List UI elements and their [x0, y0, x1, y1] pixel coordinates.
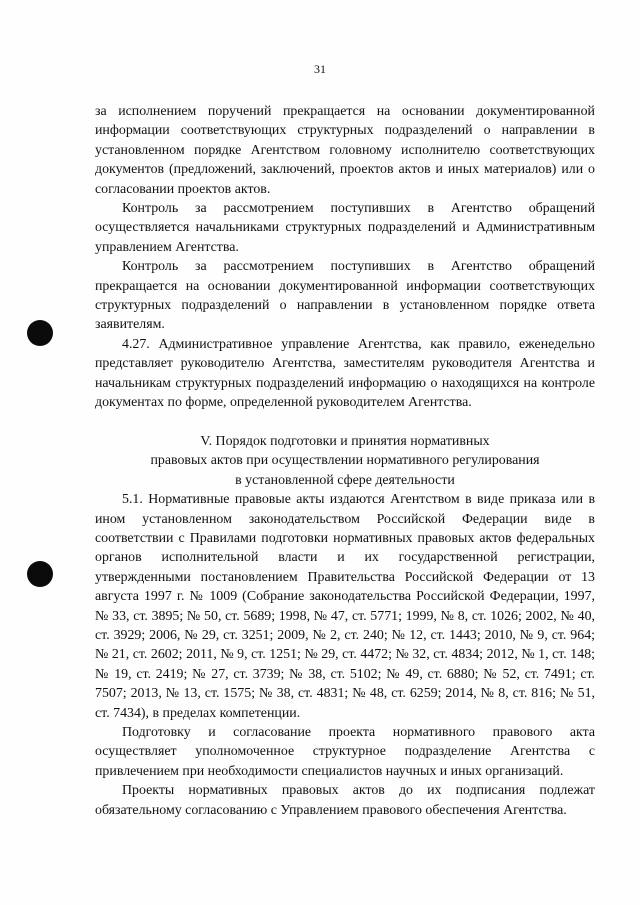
page-number: 31	[314, 62, 326, 76]
document-body	[95, 102, 595, 820]
paragraph-appeals-termination: Контроль за рассмотрением поступивших в Агентство обращений прекращается на основании документированной информации соответствующих структурных подразделений о направлении в установленном порядке ответа заявителям.	[95, 259, 595, 333]
punch-hole-top	[27, 320, 53, 346]
paragraph-control-termination: за исполнением поручений прекращается на основании документированной информации соответствующих структурных подразделений о направлении в установленном порядке Агентством головному исполнителю соответствующих документов (предложений, заключений, проектов актов и иных материалов) или о согласовании проектов актов.	[95, 104, 595, 197]
section-heading	[95, 432, 595, 490]
section-heading-line-3: в установленной сфере деятельности	[235, 472, 455, 488]
section-heading-line-1: V. Порядок подготовки и принятия нормативных	[200, 433, 490, 449]
section-heading-line-2: правовых актов при осуществлении нормативного регулирования	[150, 453, 540, 469]
paragraph-preparation: Подготовку и согласование проекта нормативного правового акта осуществляет уполномоченное структурное подразделение Агентства с привлечением при необходимости специалистов научных и иных организаций.	[95, 724, 595, 779]
paragraph-4-27: 4.27. Административное управление Агентства, как правило, еженедельно представляет руководителю Агентства, заместителям руководителя Агентства и начальникам структурных подразделений информацию о находящихся на контроле документах по форме, определенной руководителем Агентства.	[95, 336, 595, 411]
paragraph-5-1: 5.1. Нормативные правовые акты издаются Агентством в виде приказа или в ином установленном законодательством Российской Федерации виде в соответствии с Правилами подготовки нормативных правовых актов федеральных органов исполнительной власти и их государственной регистрации, утвержденными постановлением Правительства Российской Федерации от 13 августа 1997 г. № 1009 (Собрание законодательства Российской Федерации, 1997, № 33, ст. 3895; № 50, ст. 5689; 1998, № 47, ст. 5771; 1999, № 8, ст. 1026; 2002, № 40, ст. 3929; 2006, № 29, ст. 3251; 2009, № 2, ст. 240; № 12, ст. 1443; 2010, № 9, ст. 964; № 21, ст. 2602; 2011, № 9, ст. 1251; № 29, ст. 4472; № 32, ст. 4834; 2012, № 1, ст. 148; № 19, ст. 2419; № 27, ст. 3739; № 38, ст. 5102; № 49, ст. 6880; № 52, ст. 7491; ст. 7507; 2013, № 13, ст. 1575; № 38, ст. 4831; № 48, ст. 6259; 2014, № 8, ст. 816; № 51, ст. 7434), в пределах компетенции.	[95, 492, 595, 721]
punch-hole-bottom	[27, 561, 53, 587]
paragraph-appeals-control: Контроль за рассмотрением поступивших в Агентство обращений осуществляется начальниками структурных подразделений и Административным управлением Агентства.	[95, 201, 595, 255]
paragraph-approval: Проекты нормативных правовых актов до их подписания подлежат обязательному согласованию с Управлением правового обеспечения Агентства.	[95, 783, 595, 818]
